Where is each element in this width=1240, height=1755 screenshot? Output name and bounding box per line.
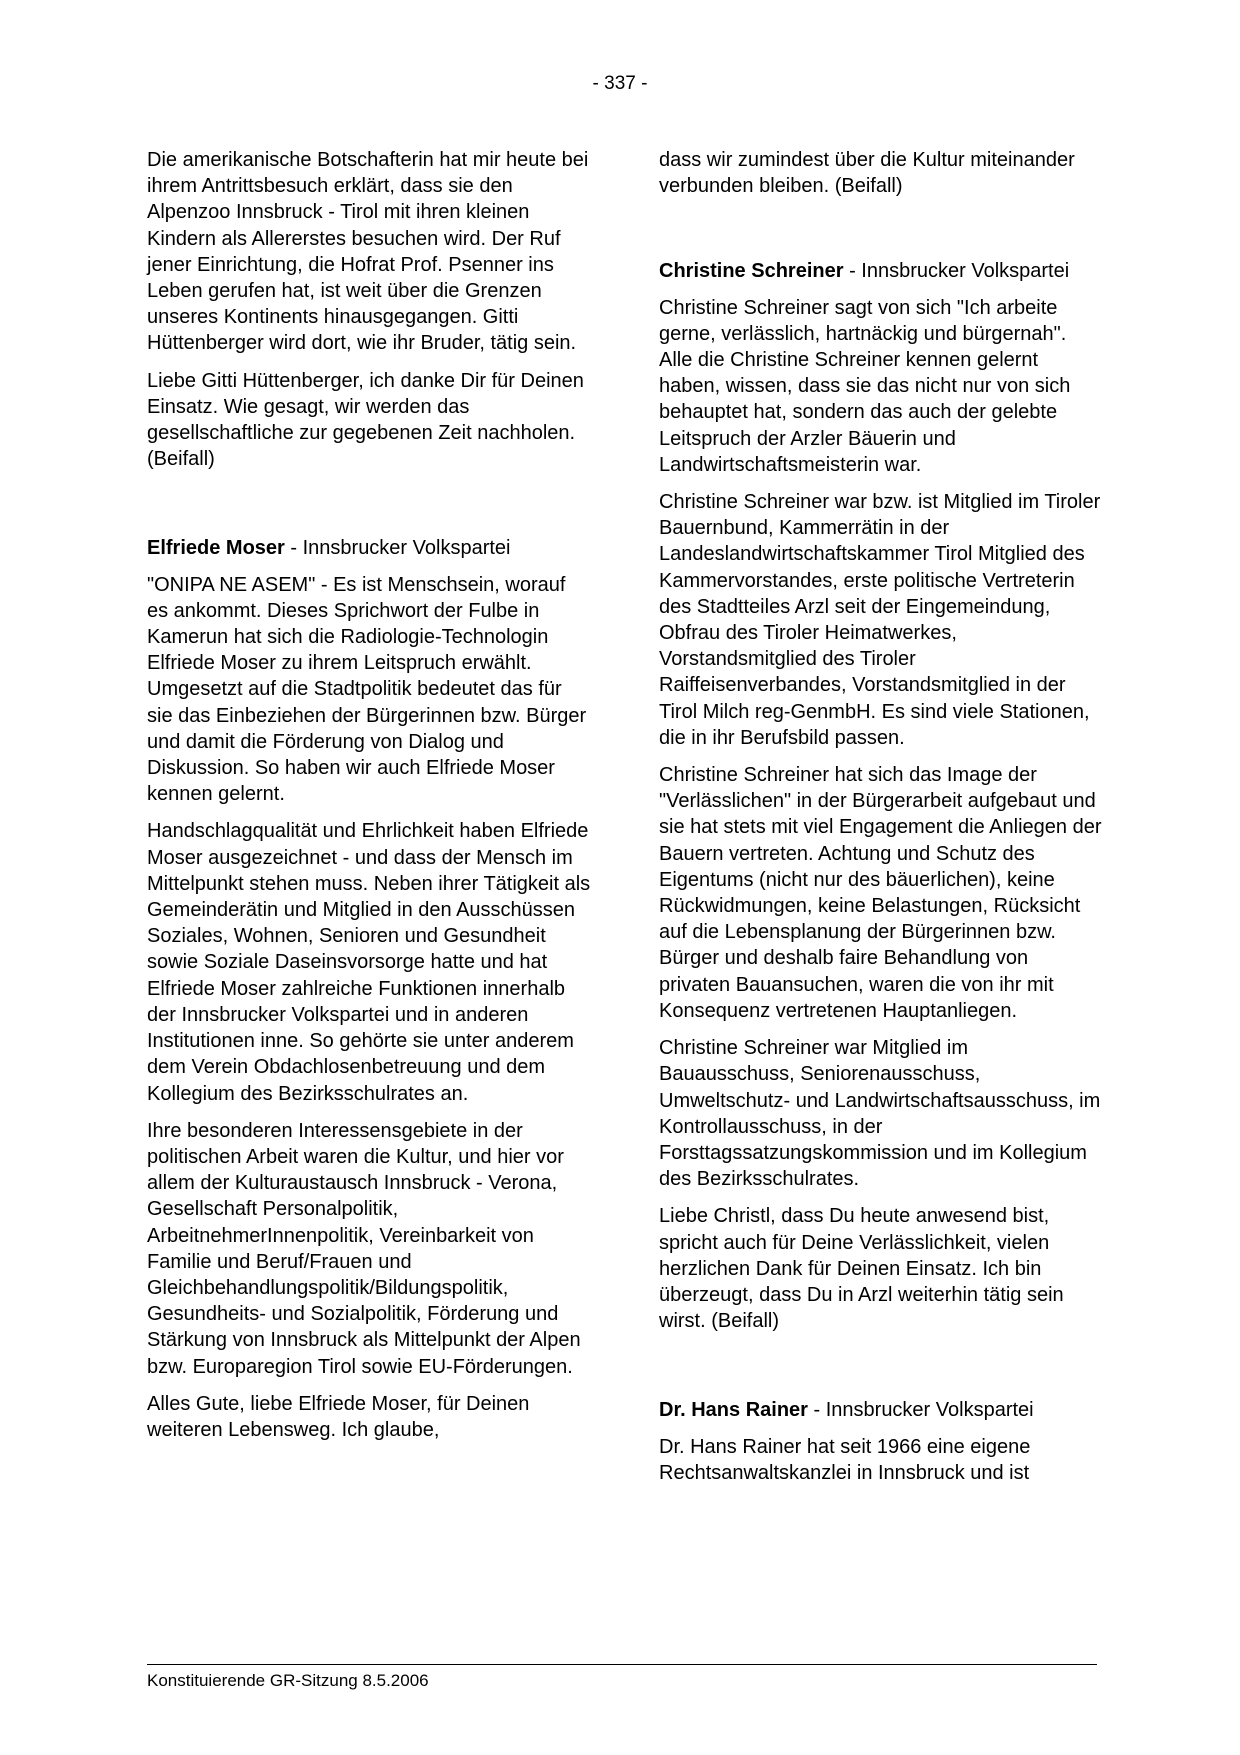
paragraph: Christine Schreiner war bzw. ist Mitglied im Tiroler Bauernbund, Kammerrätin in der Landeslandwirtschaftskammer Tirol Mitglied des Kammervorstandes, erste politische Vertreterin des Stadtteiles Arzl seit der Eingemeindung, Obfrau des Tiroler Heimatwerkes, Vorstandsmitglied des Tiroler Raiffeisenverbandes, Vorstandsmitglied in der Tirol Milch reg-GenmbH. Es sind viele Stationen, die in ihr Berufsbild passen.	[659, 491, 1101, 749]
page-number: - 337 -	[592, 73, 648, 94]
section-gap	[659, 1345, 1104, 1397]
section-heading-hans-rainer	[659, 1397, 1104, 1423]
paragraph: Handschlagqualität und Ehrlichkeit haben Elfriede Moser ausgezeichnet - und dass der Mensch im Mittelpunkt stehen muss. Neben ihrer Tätigkeit als Gemeinderätin und Mitglied in den Ausschüssen Soziales, Wohnen, Senioren und Gesundheit sowie Soziale Daseinsvorsorge hatte und hat Elfriede Moser zahlreiche Funktionen innerhalb der Innsbrucker Volkspartei und in anderen Institutionen inne. So gehörte sie unter anderem dem Verein Obdachlosenbetreuung und dem Kollegium des Bezirksschulrates an.	[147, 820, 591, 1105]
footer-text: Konstituierende GR-Sitzung 8.5.2006	[147, 1671, 429, 1690]
paragraph: Alles Gute, liebe Elfriede Moser, für Deinen weiteren Lebensweg. Ich glaube,	[147, 1392, 530, 1441]
speaker-name: Elfriede Moser	[147, 537, 285, 560]
paragraph: Liebe Christl, dass Du heute anwesend bist, spricht auch für Deine Verlässlichkeit, vielen herzlichen Dank für Deinen Einsatz. Ich bin überzeugt, dass Du in Arzl weiterhin tätig sein wirst. (Beifall)	[659, 1205, 1064, 1333]
section-gap	[659, 210, 1104, 258]
footer-divider	[147, 1664, 1097, 1665]
speaker-name: Dr. Hans Rainer	[659, 1399, 808, 1422]
paragraph: Christine Schreiner hat sich das Image der "Verlässlichen" in der Bürgerarbeit aufgebaut und sie hat stets mit viel Engagement die Anliegen der Bauern vertreten. Achtung und Schutz des Eigentums (nicht nur des bäuerlichen), keine Rückwidmungen, keine Belastungen, Rücksicht auf die Lebensplanung der Bürgerinnen bzw. Bürger und deshalb faire Behandlung von privaten Bauansuchen, waren die von ihr mit Konsequenz vertretenen Hauptanliegen.	[659, 764, 1102, 1022]
speaker-affiliation: - Innsbrucker Volkspartei	[807, 1399, 1034, 1422]
paragraph: Christine Schreiner war Mitglied im Bauausschuss, Seniorenausschuss, Umweltschutz- und Landwirtschaftsausschuss, im Kontrollausschuss, in der Forsttagssatzungskommission und im Kollegium des Bezirksschulrates.	[659, 1037, 1101, 1191]
left-column	[147, 147, 592, 1454]
paragraph: dass wir zumindest über die Kultur miteinander verbunden bleiben. (Beifall)	[659, 149, 1075, 198]
speaker-name: Christine Schreiner	[659, 260, 844, 283]
section-heading-christine-schreiner	[659, 258, 1104, 284]
speaker-affiliation: - Innsbrucker Volkspartei	[284, 537, 511, 560]
paragraph: Ihre besonderen Interessensgebiete in der politischen Arbeit waren die Kultur, und hier vor allem der Kulturaustausch Innsbruck - Verona, Gesellschaft Personalpolitik, ArbeitnehmerInnenpolitik, Vereinbarkeit von Familie und Beruf/Frauen und Gleichbehandlungspolitik/Bildungspolitik, Gesundheits- und Sozialpolitik, Förderung und Stärkung von Innsbruck als Mittelpunkt der Alpen bzw. Europaregion Tirol sowie EU-Förderungen.	[147, 1119, 581, 1378]
paragraph: "ONIPA NE ASEM" - Es ist Menschsein, worauf es ankommt. Dieses Sprichwort der Fulbe in Kamerun hat sich die Radiologie-Technologin Elfriede Moser zu ihrem Leitspruch erwählt. Umgesetzt auf die Stadtpolitik bedeutet das für sie das Einbeziehen der Bürgerinnen bzw. Bürger und damit die Förderung von Dialog und Diskussion. So haben wir auch Elfriede Moser kennen gelernt.	[147, 573, 587, 806]
paragraph: Die amerikanische Botschafterin hat mir heute bei ihrem Antrittsbesuch erklärt, dass sie den Alpenzoo Innsbruck - Tirol mit ihren kleinen Kindern als Allererstes besuchen wird. Der Ruf jener Einrichtung, die Hofrat Prof. Psenner ins Leben gerufen hat, ist weit über die Grenzen unseres Kontinents hinausgegangen. Gitti Hüttenberger wird dort, wie ihr Bruder, tätig sein.	[147, 149, 589, 355]
right-column	[659, 147, 1104, 1497]
speaker-affiliation: - Innsbrucker Volkspartei	[843, 260, 1070, 283]
section-gap	[147, 483, 592, 535]
paragraph: Dr. Hans Rainer hat seit 1966 eine eigene Rechtsanwaltskanzlei in Innsbruck und ist	[659, 1435, 1031, 1484]
section-heading-elfriede-moser	[147, 535, 592, 561]
paragraph: Christine Schreiner sagt von sich "Ich arbeite gerne, verlässlich, hartnäckig und bürgernah". Alle die Christine Schreiner kennen gelernt haben, wissen, dass sie das nicht nur von sich behauptet hat, sondern das auch der gelebte Leitspruch der Arzler Bäuerin und Landwirtschaftsmeisterin war.	[659, 296, 1071, 476]
paragraph: Liebe Gitti Hüttenberger, ich danke Dir für Deinen Einsatz. Wie gesagt, wir werden das gesellschaftliche zur gegebenen Zeit nachholen. (Beifall)	[147, 369, 584, 471]
